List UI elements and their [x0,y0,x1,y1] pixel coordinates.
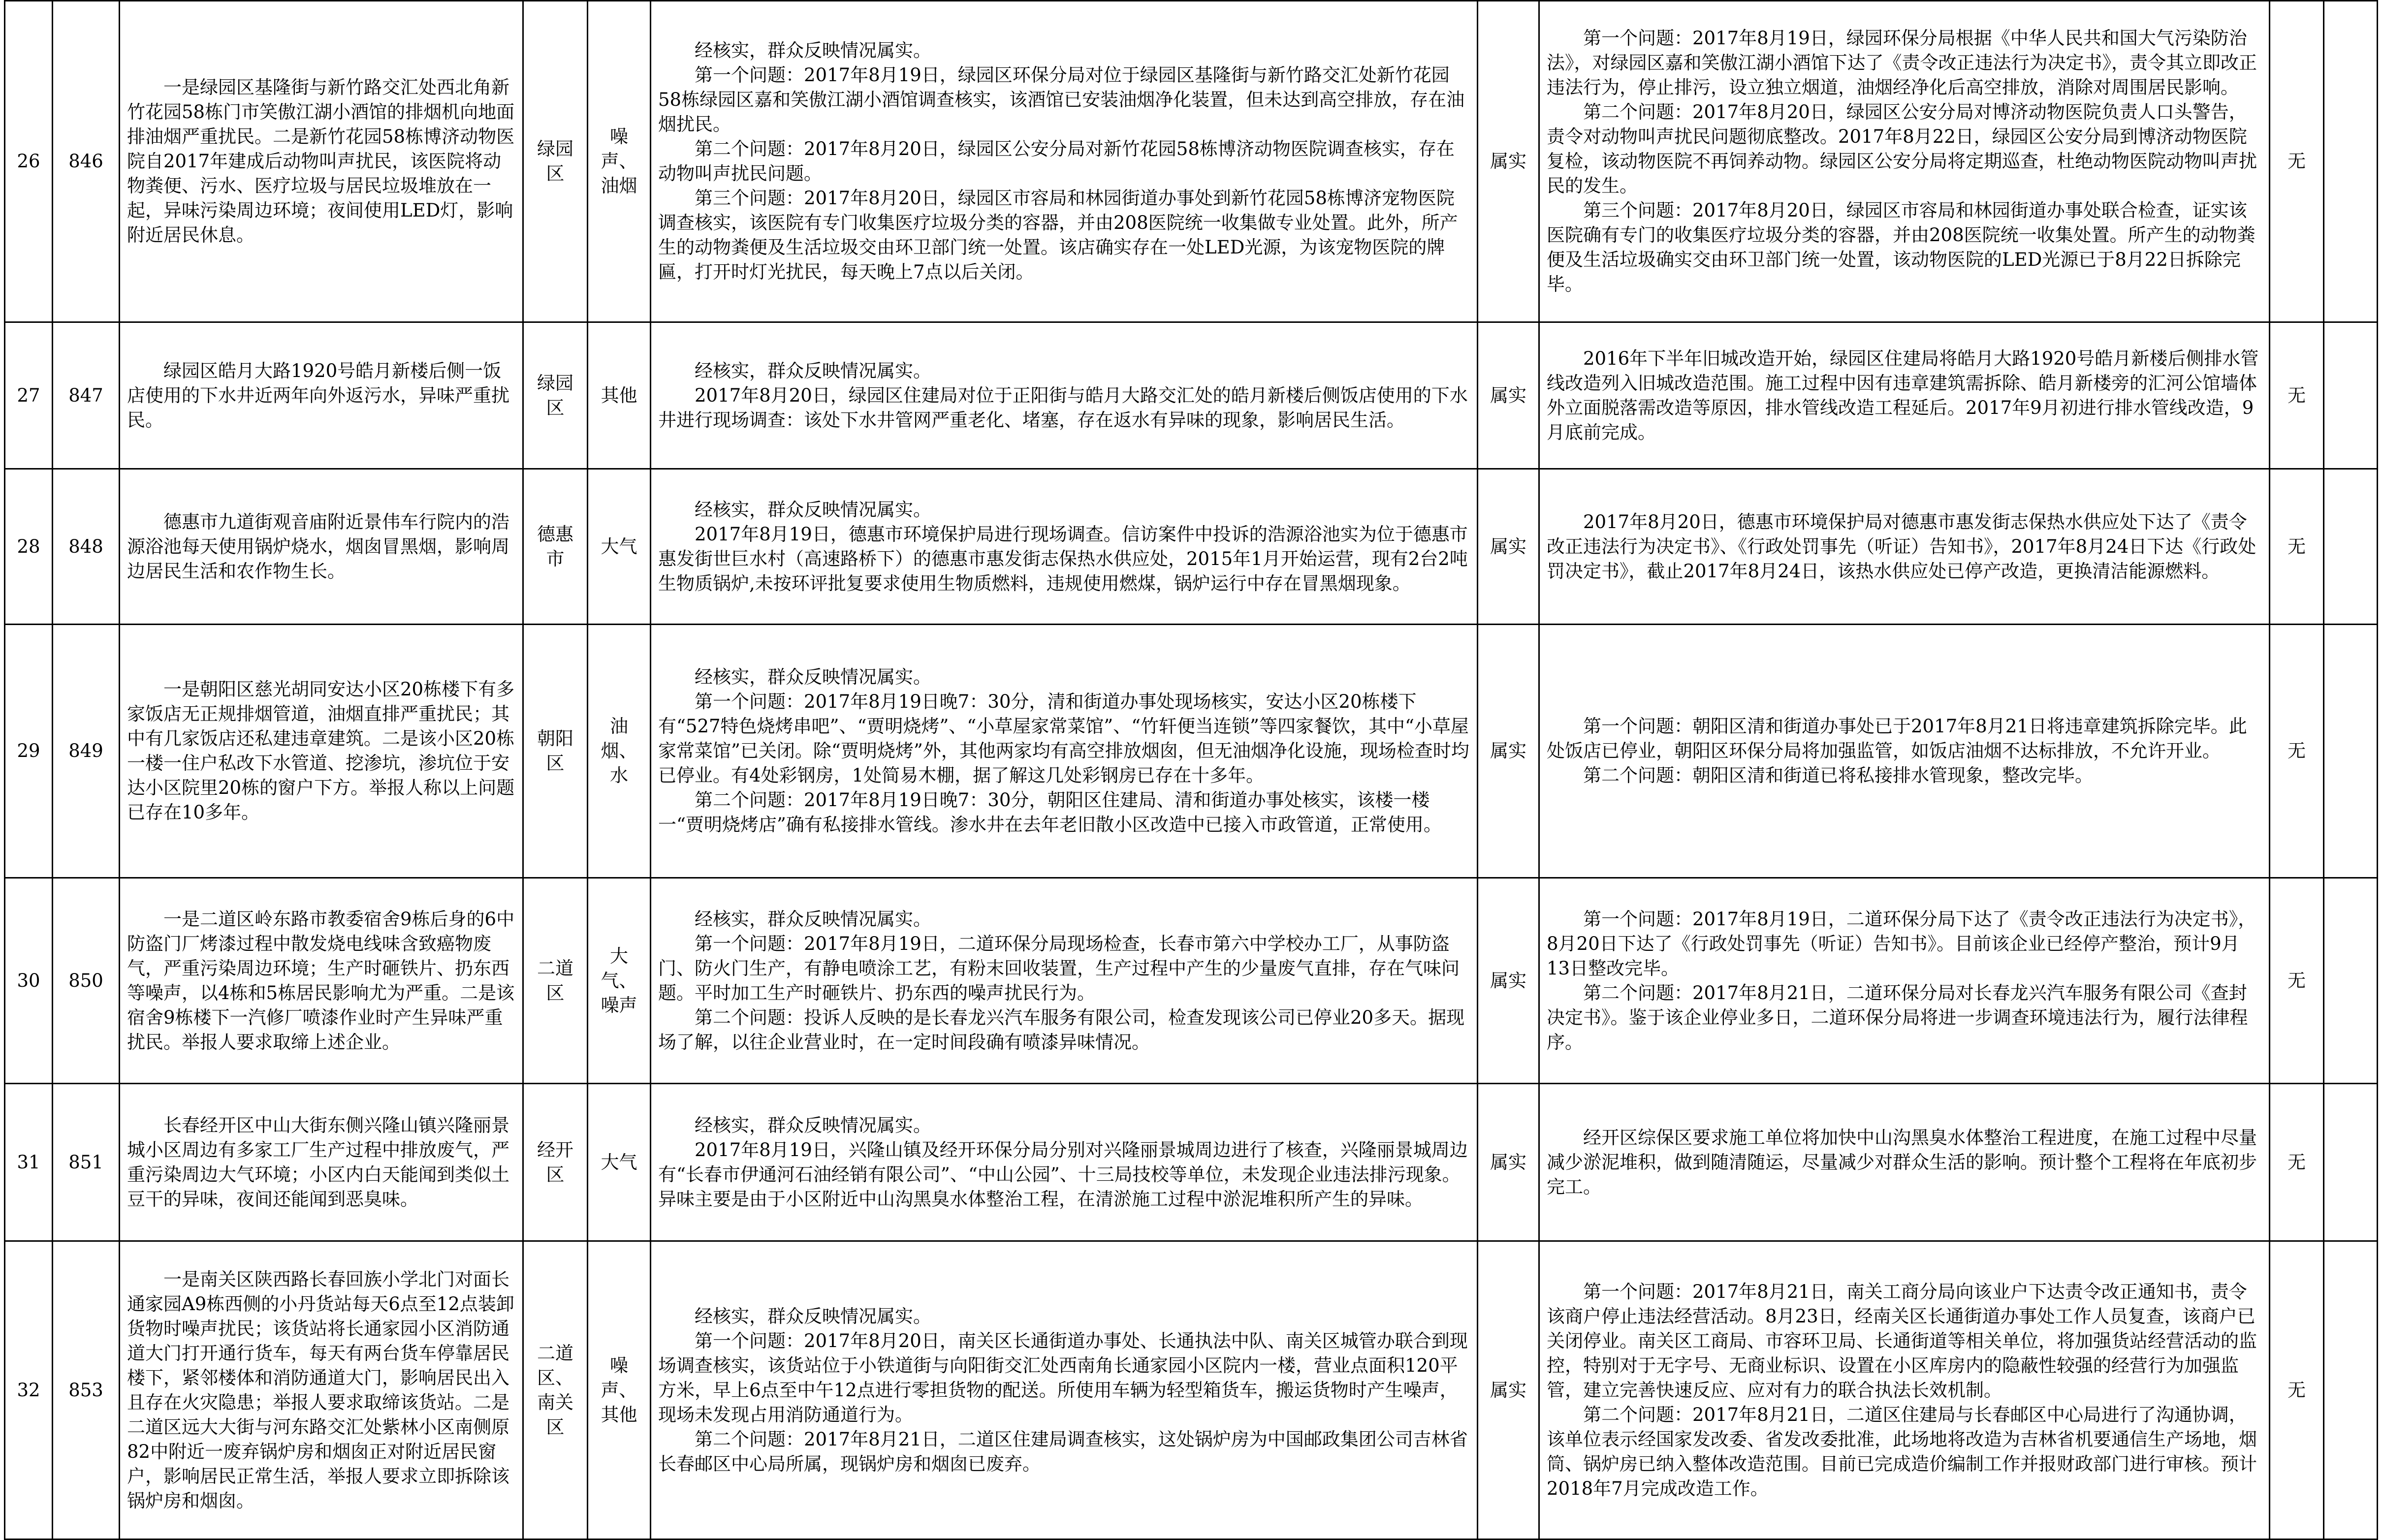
row-number: 27 [5,322,53,469]
verification-paragraph: 第三个问题：2017年8月20日，绿园区市容局和林园街道办事处到新竹花园58栋博济宠物医院调查核实，该医院有专门收集医疗垃圾分类的容器，并由208医院统一收集做专业处置。此外，所产生的动物粪便及生活垃圾交由环卫部门统一处置。该店确实存在一处LED光源，为该宠物医院的牌匾，打开时灯光扰民，每天晚上7点以后关闭。 [658,188,1458,283]
remarks-cell [2324,1241,2378,1540]
complaint-content [120,625,523,878]
accountability: 无 [2270,1,2324,322]
complaint-text: 德惠市九道街观音庙附近景伟车行院内的浩源浴池每天使用锅炉烧水，烟囱冒黑烟，影响周边居民生活和农作物生长。 [127,511,509,582]
verification-paragraph: 经核实，群众反映情况属实。 [695,666,931,688]
remarks-cell [2324,322,2378,469]
verification-paragraph: 第二个问题：2017年8月21日，二道区住建局调查核实，这处锅炉房为中国邮政集团公司吉林省长春邮区中心局所属，现锅炉房和烟囱已废弃。 [658,1428,1468,1475]
handling-paragraph: 第二个问题：2017年8月20日，绿园区公安分局对博济动物医院负责人口头警告，责令对动物叫声扰民问题彻底整改。2017年8月22日，绿园区公安分局到博济动物医院复检，该动物医院不再饲养动物。绿园区公安分局将定期巡查，杜绝动物医院动物叫声扰民的发生。 [1547,101,2257,196]
handling-cell [1539,625,2270,878]
verification-result: 属实 [1478,625,1539,878]
verification-paragraph: 经核实，群众反映情况属实。 [695,499,931,520]
handling-cell [1539,1,2270,322]
district: 绿园区 [523,1,588,322]
row-number: 29 [5,625,53,878]
case-code: 849 [53,625,120,878]
table-row [5,1241,2378,1540]
complaint-content [120,1084,523,1241]
handling-paragraph: 第二个问题：2017年8月21日，二道区住建局与长春邮区中心局进行了沟通协调，该单位表示经国家发改委、省发改委批准，此场地将改造为吉林省机要通信生产场地，烟筒、锅炉房已纳入整体改造范围。目前已完成造价编制工作并报财政部门进行审核。预计2018年7月完成改造工作。 [1547,1404,2257,1499]
verification-cell [651,469,1478,625]
complaint-content [120,1241,523,1540]
verification-paragraph: 第一个问题：2017年8月19日晚7：30分，清和街道办事处现场核实，安达小区20栋楼下有“527特色烧烤串吧”、“贾明烧烤”、“小草屋家常菜馆”、“竹轩便当连锁”等四家餐饮，其中“小草屋家常菜馆”已关闭。除“贾明烧烤”外，其他两家均有高空排放烟囱，但无油烟净化设施，现场检查时均已停业。有4处彩钢房，1处简易木棚，据了解这几处彩钢房已存在十多年。 [658,691,1469,786]
verification-result: 属实 [1478,1,1539,322]
verification-cell [651,322,1478,469]
handling-paragraph: 第一个问题：朝阳区清和街道办事处已于2017年8月21日将违章建筑拆除完毕。此处饭店已停业，朝阳区环保分局将加强监管，如饭店油烟不达标排放，不允许开业。 [1547,716,2247,761]
district: 二道区、南关区 [523,1241,588,1540]
handling-cell [1539,878,2270,1084]
verification-paragraph: 第二个问题：2017年8月19日晚7：30分，朝阳区住建局、清和街道办事处核实，该楼一楼一“贾明烧烤店”确有私接排水管线。渗水井在去年老旧散小区改造中已接入市政管道，正常使用。 [658,789,1442,835]
verification-cell [651,1,1478,322]
verification-paragraph: 2017年8月19日，德惠市环境保护局进行现场调查。信访案件中投诉的浩源浴池实为位于德惠市惠发街世巨水村（高速路桥下）的德惠市惠发街志保热水供应处，2015年1月开始运营，现有2台2吨生物质锅炉,未按环评批复要求使用生物质燃料，违规使用燃煤，锅炉运行中存在冒黑烟现象。 [658,523,1468,594]
complaint-text: 一是二道区岭东路市教委宿舍9栋后身的6中防盗门厂烤漆过程中散发烧电线味含致癌物废气，严重污染周边环境；生产时砸铁片、扔东西等噪声，以4栋和5栋居民影响尤为严重。二是该宿舍9栋楼下一汽修厂喷漆作业时产生异味严重扰民。举报人要求取缔上述企业。 [127,908,515,1053]
handling-cell [1539,322,2270,469]
case-code: 848 [53,469,120,625]
verification-cell [651,878,1478,1084]
row-number: 31 [5,1084,53,1241]
handling-paragraph: 第一个问题：2017年8月21日，南关工商分局向该业户下达责令改正通知书，责令该商户停止违法经营活动。8月23日，经南关区长通街道办事处工作人员复查，该商户已关闭停业。南关区工商局、市容环卫局、长通街道等相关单位，将加强货站经营活动的监控，特别对于无字号、无商业标识、设置在小区库房内的隐蔽性较强的经营行为加强监管，建立完善快速反应、应对有力的联合执法长效机制。 [1547,1281,2257,1401]
district: 经开区 [523,1084,588,1241]
table-row [5,625,2378,878]
verification-paragraph: 经核实，群众反映情况属实。 [695,908,931,930]
complaint-content [120,322,523,469]
accountability: 无 [2270,878,2324,1084]
case-code: 851 [53,1084,120,1241]
handling-paragraph: 经开区综保区要求施工单位将加快中山沟黑臭水体整治工程进度，在施工过程中尽量减少淤泥堆积，做到随清随运，尽量减少对群众生活的影响。预计整个工程将在年底初步完工。 [1547,1127,2257,1197]
accountability: 无 [2270,469,2324,625]
complaint-content [120,878,523,1084]
handling-paragraph: 第一个问题：2017年8月19日，绿园环保分局根据《中华人民共和国大气污染防治法》，对绿园区嘉和笑傲江湖小酒馆下达了《责令改正违法行为决定书》，责令其立即改正违法行为，停止排污，设立独立烟道，油烟经净化后高空排放，消除对周围居民影响。 [1547,28,2257,98]
case-code: 853 [53,1241,120,1540]
verification-paragraph: 第二个问题：投诉人反映的是长春龙兴汽车服务有限公司，检查发现该公司已停业20多天。据现场了解，以往企业营业时，在一定时间段确有喷漆异味情况。 [658,1006,1465,1053]
row-number: 32 [5,1241,53,1540]
verification-paragraph: 第一个问题：2017年8月19日，二道环保分局现场检查，长春市第六中学校办工厂，从事防盗门、防火门生产，有静电喷涂工艺，有粉末回收装置，生产过程中产生的少量废气直排，存在气味问题。平时加工生产时砸铁片、扔东西的噪声扰民行为。 [658,933,1460,1004]
district: 德惠市 [523,469,588,625]
handling-paragraph: 第二个问题：2017年8月21日，二道环保分局对长春龙兴汽车服务有限公司《查封决定书》。鉴于该企业停业多日，二道环保分局将进一步调查环境违法行为，履行法律程序。 [1547,982,2248,1053]
verification-paragraph: 经核实，群众反映情况属实。 [695,360,931,381]
accountability: 无 [2270,322,2324,469]
verification-result: 属实 [1478,878,1539,1084]
handling-paragraph: 第二个问题：朝阳区清和街道已将私接排水管现象，整改完毕。 [1583,765,2093,786]
case-code: 850 [53,878,120,1084]
handling-cell [1539,469,2270,625]
row-number: 28 [5,469,53,625]
accountability: 无 [2270,1241,2324,1540]
case-code: 847 [53,322,120,469]
case-table [4,0,2378,1540]
complaint-text: 一是南关区陕西路长春回族小学北门对面长通家园A9栋西侧的小丹货站每天6点至12点装卸货物时噪声扰民；该货站将长通家园小区消防通道大门打开通行货车，每天有两台货车停靠居民楼下，紧邻楼体和消防通道大门，影响居民出入且存在火灾隐患；举报人要求取缔该货站。二是二道区远大大街与河东路交汇处紫林小区南侧原82中附近一废弃锅炉房和烟囱正对附近居民窗户，影响居民正常生活，举报人要求立即拆除该锅炉房和烟囱。 [127,1268,514,1511]
accountability: 无 [2270,1084,2324,1241]
pollution-category: 油烟、水 [588,625,651,878]
verification-result: 属实 [1478,1084,1539,1241]
verification-result: 属实 [1478,322,1539,469]
pollution-category: 其他 [588,322,651,469]
complaint-text: 一是朝阳区慈光胡同安达小区20栋楼下有多家饭店无正规排烟管道，油烟直排严重扰民；其中有几家饭店还私建违章建筑。二是该小区20栋一楼一住户私改下水管道、挖渗坑，渗坑位于安达小区院里20栋的窗户下方。举报人称以上问题已存在10多年。 [127,679,515,823]
verification-paragraph: 经核实，群众反映情况属实。 [695,1114,931,1136]
table-row [5,322,2378,469]
handling-paragraph: 第一个问题：2017年8月19日，二道环保分局下达了《责令改正违法行为决定书》，8月20日下达了《行政处罚事先（听证）告知书》。目前该企业已经停产整治，预计9月13日整改完毕。 [1547,908,2257,979]
verification-paragraph: 2017年8月19日，兴隆山镇及经开环保分局分别对兴隆丽景城周边进行了核查，兴隆丽景城周边有“长春市伊通河石油经销有限公司”、“中山公园”、十三局技校等单位，未发现企业违法排污现象。异味主要是由于小区附近中山沟黑臭水体整治工程，在清淤施工过程中淤泥堆积所产生的异味。 [658,1139,1468,1210]
remarks-cell [2324,1,2378,322]
remarks-cell [2324,878,2378,1084]
verification-paragraph: 第一个问题：2017年8月20日，南关区长通街道办事处、长通执法中队、南关区城管办联合到现场调查核实，该货站位于小铁道街与向阳街交汇处西南角长通家园小区院内一楼，营业点面积120平方米，早上6点至中午12点进行零担货物的配送。所使用车辆为轻型箱货车，搬运货物时产生噪声，现场未发现占用消防通道行为。 [658,1330,1468,1425]
complaint-content [120,469,523,625]
district: 朝阳区 [523,625,588,878]
remarks-cell [2324,1084,2378,1241]
table-row [5,469,2378,625]
verification-result: 属实 [1478,1241,1539,1540]
handling-paragraph: 2017年8月20日，德惠市环境保护局对德惠市惠发街志保热水供应处下达了《责令改正违法行为决定书》、《行政处罚事先（听证）告知书》，2017年8月24日下达《行政处罚决定书》，截止2017年8月24日，该热水供应处已停产改造，更换清洁能源燃料。 [1547,511,2257,582]
verification-cell [651,1241,1478,1540]
case-code: 846 [53,1,120,322]
accountability: 无 [2270,625,2324,878]
row-number: 26 [5,1,53,322]
pollution-category: 大气 [588,1084,651,1241]
handling-cell [1539,1084,2270,1241]
handling-paragraph: 2016年下半年旧城改造开始，绿园区住建局将皓月大路1920号皓月新楼后侧排水管线改造列入旧城改造范围。施工过程中因有违章建筑需拆除、皓月新楼旁的汇河公馆墙体外立面脱落需改造等原因，排水管线改造工程延后。2017年9月初进行排水管线改造，9月底前完成。 [1547,347,2259,443]
table-row [5,1084,2378,1241]
district: 二道区 [523,878,588,1084]
verification-result: 属实 [1478,469,1539,625]
verification-paragraph: 经核实，群众反映情况属实。 [695,40,931,61]
verification-paragraph: 第一个问题：2017年8月19日，绿园区环保分局对位于绿园区基隆街与新竹路交汇处新竹花园58栋绿园区嘉和笑傲江湖小酒馆调查核实，该酒馆已安装油烟净化装置，但未达到高空排放，存在油烟扰民。 [658,64,1465,135]
complaint-text: 一是绿园区基隆街与新竹路交汇处西北角新竹花园58栋门市笑傲江湖小酒馆的排烟机向地面排油烟严重扰民。二是新竹花园58栋博济动物医院自2017年建成后动物叫声扰民，该医院将动物粪便、污水、医疗垃圾与居民垃圾堆放在一起，异味污染周边环境；夜间使用LED灯，影响附近居民休息。 [127,77,515,246]
remarks-cell [2324,469,2378,625]
complaint-text: 长春经开区中山大街东侧兴隆山镇兴隆丽景城小区周边有多家工厂生产过程中排放废气，严重污染周边大气环境；小区内白天能闻到类似土豆干的异味，夜间还能闻到恶臭味。 [127,1114,509,1210]
complaint-text: 绿园区皓月大路1920号皓月新楼后侧一饭店使用的下水井近两年向外返污水，异味严重扰民。 [127,360,509,431]
verification-cell [651,1084,1478,1241]
remarks-cell [2324,625,2378,878]
complaint-content [120,1,523,322]
table-row [5,1,2378,322]
pollution-category: 大气 [588,469,651,625]
district: 绿园区 [523,322,588,469]
verification-paragraph: 经核实，群众反映情况属实。 [695,1305,931,1327]
pollution-category: 大气、噪声 [588,878,651,1084]
handling-cell [1539,1241,2270,1540]
row-number: 30 [5,878,53,1084]
pollution-category: 噪声、其他 [588,1241,651,1540]
table-row [5,878,2378,1084]
handling-paragraph: 第三个问题：2017年8月20日，绿园区市容局和林园街道办事处联合检查，证实该医院确有专门的收集医疗垃圾分类的容器，并由208医院统一收集处置。所产生的动物粪便及生活垃圾确实交由环卫部门统一处置，该动物医院的LED光源已于8月22日拆除完毕。 [1547,200,2256,295]
verification-paragraph: 2017年8月20日，绿园区住建局对位于正阳街与皓月大路交汇处的皓月新楼后侧饭店使用的下水井进行现场调查：该处下水井管网严重老化、堵塞，存在返水有异味的现象，影响居民生活。 [658,384,1468,431]
verification-cell [651,625,1478,878]
pollution-category: 噪声、油烟 [588,1,651,322]
verification-paragraph: 第二个问题：2017年8月20日，绿园区公安分局对新竹花园58栋博济动物医院调查核实，存在动物叫声扰民问题。 [658,138,1455,184]
